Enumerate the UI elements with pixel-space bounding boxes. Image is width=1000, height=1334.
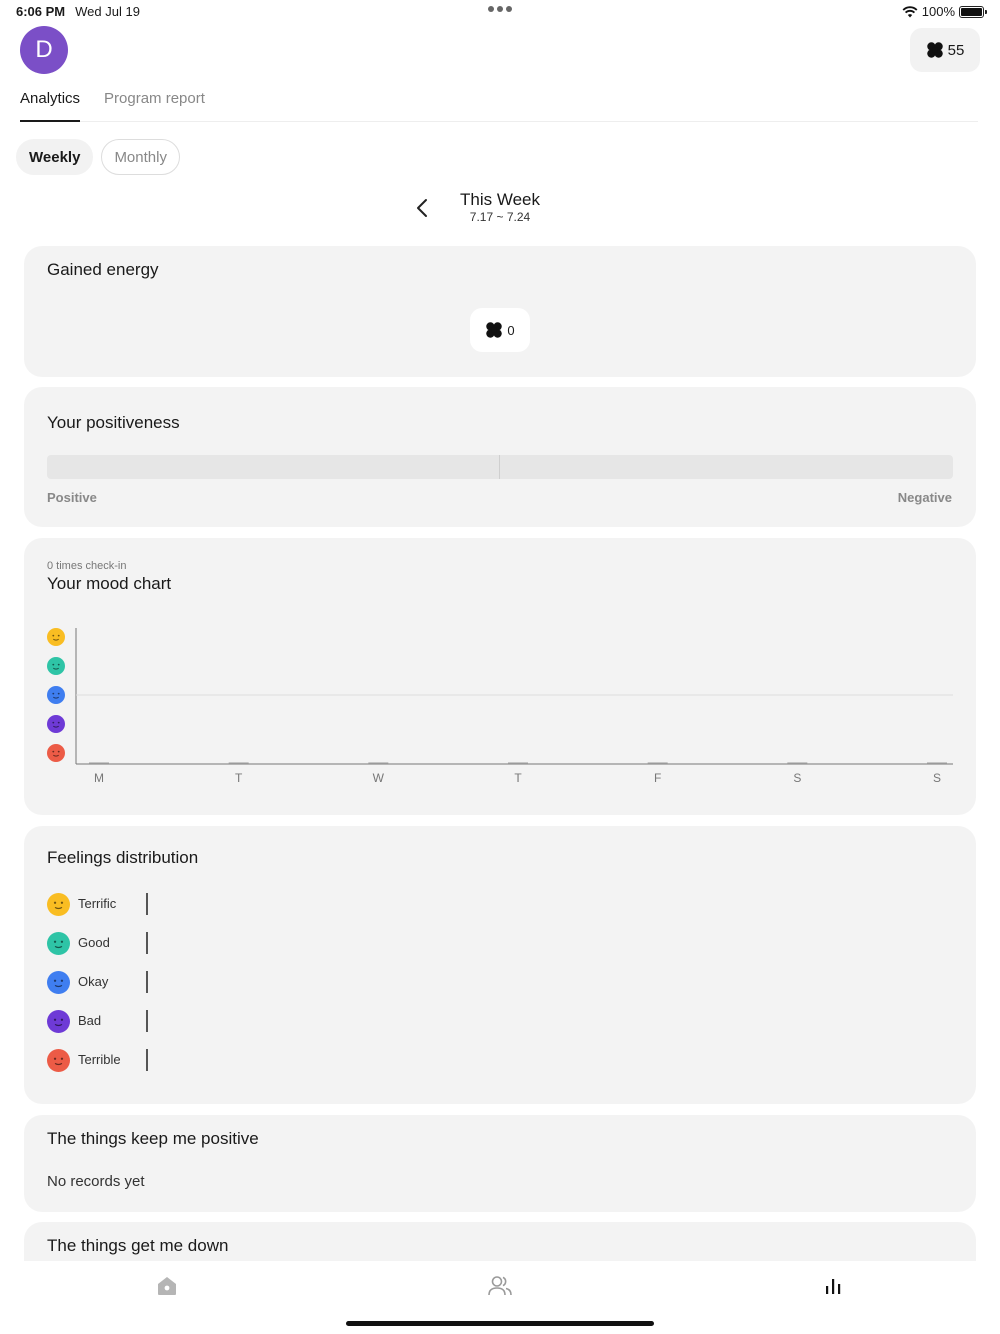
nav-analytics-button[interactable] <box>818 1271 848 1301</box>
keep-positive-title: The things keep me positive <box>47 1129 259 1148</box>
feeling-label: Terrific <box>78 896 117 911</box>
get-down-title: The things get me down <box>47 1236 229 1255</box>
feeling-bar <box>146 932 148 954</box>
wifi-icon <box>902 6 918 18</box>
feeling-row <box>47 970 109 994</box>
mood-axis-icon-bad <box>47 715 65 733</box>
avatar[interactable] <box>20 26 68 74</box>
feeling-label: Bad <box>78 1013 102 1028</box>
negative-label: Negative <box>897 490 952 505</box>
feeling-row <box>47 1048 121 1072</box>
feeling-bar <box>146 1049 148 1071</box>
status-bar <box>0 0 1000 24</box>
feeling-bar <box>146 1010 148 1032</box>
mood-bar <box>368 763 388 765</box>
bar-chart-icon <box>823 1276 843 1296</box>
energy-balance-count: 55 <box>947 41 965 59</box>
day-tick-label: M <box>94 771 104 785</box>
feelings-title: Feelings distribution <box>47 848 199 867</box>
mood-axis-icon-good <box>47 657 65 675</box>
mood-face-icon <box>47 1049 70 1072</box>
feelings-distribution-card <box>24 826 976 1104</box>
avatar-letter: D <box>35 36 53 63</box>
people-icon <box>487 1275 513 1297</box>
day-tick-label: T <box>234 771 243 785</box>
mood-bar <box>787 763 807 765</box>
positiveness-card <box>24 387 976 527</box>
mood-bar <box>229 763 249 765</box>
mood-bar <box>648 763 668 765</box>
feeling-label: Okay <box>78 974 109 989</box>
monthly-button[interactable]: Monthly <box>101 139 180 175</box>
feeling-bar <box>146 971 148 993</box>
gained-energy-title: Gained energy <box>47 260 159 279</box>
mood-axis-icon-okay <box>47 686 65 704</box>
week-navigator <box>0 188 1000 228</box>
mood-bar <box>927 763 947 765</box>
positive-label: Positive <box>47 490 97 505</box>
gained-energy-card <box>24 246 976 377</box>
mood-chart <box>24 538 976 815</box>
no-records-text: No records yet <box>47 1173 145 1190</box>
battery-icon <box>959 6 984 18</box>
week-title: This Week <box>460 190 540 209</box>
feeling-row <box>47 931 110 955</box>
status-date: Wed Jul 19 <box>75 4 140 19</box>
feeling-label: Good <box>78 935 110 950</box>
feeling-label: Terrible <box>78 1052 121 1067</box>
mood-chart-title: Your mood chart <box>47 574 172 593</box>
positiveness-title: Your positiveness <box>47 413 180 432</box>
feeling-row <box>47 1009 102 1033</box>
mood-bar <box>89 763 109 765</box>
mood-face-icon <box>47 932 70 955</box>
positiveness-bar <box>47 455 953 479</box>
tab-program-report[interactable]: Program report <box>104 90 205 107</box>
weekly-button[interactable]: Weekly <box>16 139 93 175</box>
positiveness-bar-midline <box>499 455 500 479</box>
top-tabs <box>20 86 978 122</box>
gained-energy-value: 0 <box>507 322 515 338</box>
nav-home-button[interactable] <box>152 1271 182 1301</box>
gained-energy-badge <box>470 308 530 352</box>
checkin-count: 0 times check-in <box>47 560 127 572</box>
home-indicator <box>346 1321 654 1326</box>
day-tick-label: W <box>372 771 384 785</box>
clover-icon <box>485 321 503 339</box>
mood-axis-icon-terrific <box>47 628 65 646</box>
bottom-nav <box>0 1261 1000 1334</box>
clover-icon <box>926 41 944 59</box>
mood-bar <box>508 763 528 765</box>
feeling-bar <box>146 893 148 915</box>
mood-axis-icon-terrible <box>47 744 65 762</box>
day-tick-label: S <box>932 771 942 785</box>
home-icon <box>156 1275 178 1297</box>
mood-face-icon <box>47 893 70 916</box>
mood-chart-card <box>24 538 976 815</box>
week-range: 7.17 ~ 7.24 <box>469 210 531 224</box>
period-toggle <box>16 139 180 175</box>
status-time: 6:06 PM <box>16 4 66 19</box>
energy-balance-button[interactable] <box>910 28 980 72</box>
day-tick-label: F <box>653 771 662 785</box>
multitasking-dots-icon[interactable] <box>488 6 512 12</box>
battery-percent: 100% <box>921 4 955 19</box>
day-tick-label: T <box>514 771 522 785</box>
nav-community-button[interactable] <box>485 1271 515 1301</box>
feeling-row <box>47 892 117 916</box>
tab-analytics[interactable]: Analytics <box>20 86 80 122</box>
mood-face-icon <box>47 1010 70 1033</box>
day-tick-label: S <box>793 771 802 785</box>
mood-face-icon <box>47 971 70 994</box>
keep-positive-card <box>24 1115 976 1212</box>
